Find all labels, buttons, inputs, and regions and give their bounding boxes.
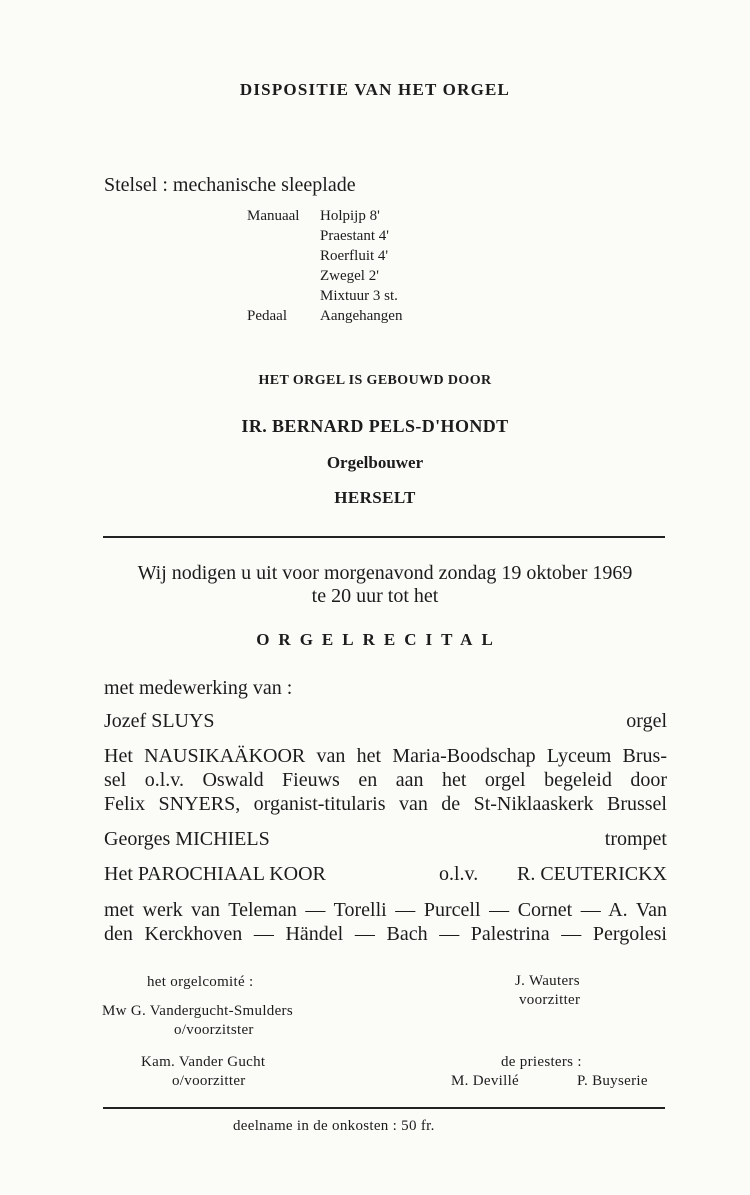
- choir-line-2: sel o.l.v. Oswald Fieuws en aan het orgel begeleid door: [104, 769, 667, 791]
- committee-member-2-role: o/voorzitter: [172, 1073, 246, 1089]
- stop-2: Praestant 4': [320, 228, 389, 244]
- pedaal-label: Pedaal: [247, 308, 287, 324]
- performer-sluys: [104, 710, 667, 733]
- priest-2: P. Buyserie: [577, 1073, 648, 1089]
- committee-member-2-name: Kam. Vander Gucht: [141, 1054, 266, 1070]
- stop-1: Holpijp 8': [320, 208, 380, 224]
- divider-top: [103, 536, 665, 538]
- performer-name: Het PAROCHIAAL KOOR: [104, 863, 326, 885]
- koor-olv: o.l.v.: [439, 863, 479, 885]
- stop-3: Roerfluit 4': [320, 248, 389, 264]
- committee-member-1-role: o/voorzitster: [174, 1022, 254, 1038]
- choir-line-1: Het NAUSIKAÄKOOR van het Maria-Boodschap Lyceum Brus-: [104, 745, 667, 767]
- cooperation-intro: met medewerking van :: [104, 677, 293, 699]
- works-line-1: met werk van Teleman — Torelli — Purcell — Cornet — A. Van: [104, 899, 667, 921]
- pedaal-value: Aangehangen: [320, 308, 403, 324]
- priest-1: M. Devillé: [451, 1073, 519, 1089]
- committee-label: het orgelcomité :: [147, 974, 254, 990]
- builder-place: HERSELT: [334, 488, 416, 507]
- performer-role: orgel: [626, 710, 667, 732]
- performer-name: Jozef SLUYS: [104, 710, 215, 732]
- manuaal-label: Manuaal: [247, 208, 300, 224]
- performer-name: Georges MICHIELS: [104, 828, 270, 850]
- footer-note: deelname in de onkosten : 50 fr.: [233, 1118, 435, 1134]
- invitation-line-2: te 20 uur tot het: [311, 585, 439, 607]
- works-line-2: den Kerckhoven — Händel — Bach — Palestrina — Pergolesi: [104, 923, 667, 945]
- stop-4: Zwegel 2': [320, 268, 379, 284]
- koor-leader: R. CEUTERICKX: [517, 863, 667, 885]
- builder-intro: HET ORGEL IS GEBOUWD DOOR: [258, 373, 492, 388]
- chair-name: J. Wauters: [515, 973, 580, 989]
- priests-label: de priesters :: [501, 1054, 582, 1070]
- builder-name: IR. BERNARD PELS-D'HONDT: [241, 416, 509, 436]
- stop-5: Mixtuur 3 st.: [320, 288, 398, 304]
- page-title: DISPOSITIE VAN HET ORGEL: [239, 80, 511, 99]
- chair-role: voorzitter: [519, 992, 581, 1008]
- choir-line-3: Felix SNYERS, organist-titularis van de St-Niklaaskerk Brussel: [104, 793, 667, 815]
- recital-title: ORGELRECITAL: [256, 630, 502, 649]
- builder-profession: Orgelbouwer: [326, 453, 424, 472]
- stelsel-line: Stelsel : mechanische sleeplade: [104, 174, 356, 196]
- performer-role: trompet: [604, 828, 667, 850]
- committee-member-1-name: Mw G. Vandergucht-Smulders: [102, 1003, 293, 1019]
- divider-bottom: [103, 1107, 665, 1109]
- performer-koor: [104, 863, 667, 886]
- performer-michiels: [104, 828, 667, 851]
- invitation-line-1: Wij nodigen u uit voor morgenavond zondag 19 oktober 1969: [137, 562, 633, 584]
